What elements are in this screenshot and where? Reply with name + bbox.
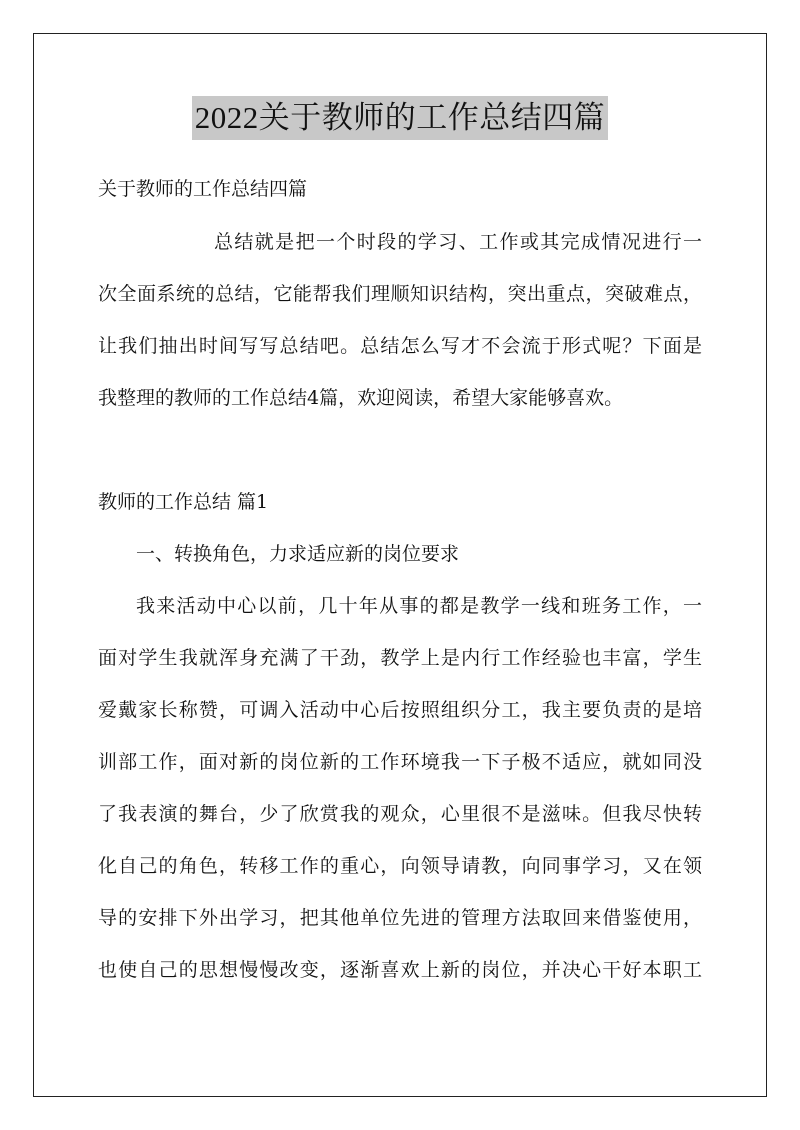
body-line-5: 了我表演的舞台，少了欣赏我的观众，心里很不是滋味。但我尽快转 xyxy=(98,803,702,825)
intro-line-3: 让我们抽出时间写写总结吧。总结怎么写才不会流于形式呢？下面是 xyxy=(98,335,702,357)
point-heading: 一、转换角色，力求适应新的岗位要求 xyxy=(136,543,460,565)
title-wrap xyxy=(0,96,800,140)
intro-line-2: 次全面系统的总结，它能帮我们理顺知识结构，突出重点，突破难点， xyxy=(98,283,702,305)
body-line-2: 面对学生我就浑身充满了干劲，教学上是内行工作经验也丰富，学生 xyxy=(98,647,702,669)
intro-line-4: 我整理的教师的工作总结4篇，欢迎阅读，希望大家能够喜欢。 xyxy=(98,387,624,409)
document-subtitle: 关于教师的工作总结四篇 xyxy=(98,178,308,200)
body-line-1: 我来活动中心以前，几十年从事的都是教学一线和班务工作，一 xyxy=(136,595,702,617)
intro-line-1: 总结就是把一个时段的学习、工作或其完成情况进行一 xyxy=(214,231,702,253)
body-line-4: 训部工作，面对新的岗位新的工作环境我一下子极不适应，就如同没 xyxy=(98,751,702,773)
body-line-6: 化自己的角色，转移工作的重心，向领导请教，向同事学习，又在领 xyxy=(98,855,702,877)
section-heading: 教师的工作总结 篇1 xyxy=(98,491,269,513)
document-title: 2022关于教师的工作总结四篇 xyxy=(192,96,609,140)
body-line-7: 导的安排下外出学习，把其他单位先进的管理方法取回来借鉴使用， xyxy=(98,907,702,929)
body-line-3: 爱戴家长称赞，可调入活动中心后按照组织分工，我主要负责的是培 xyxy=(98,699,702,721)
body-line-8: 也使自己的思想慢慢改变，逐渐喜欢上新的岗位，并决心干好本职工 xyxy=(98,959,702,981)
